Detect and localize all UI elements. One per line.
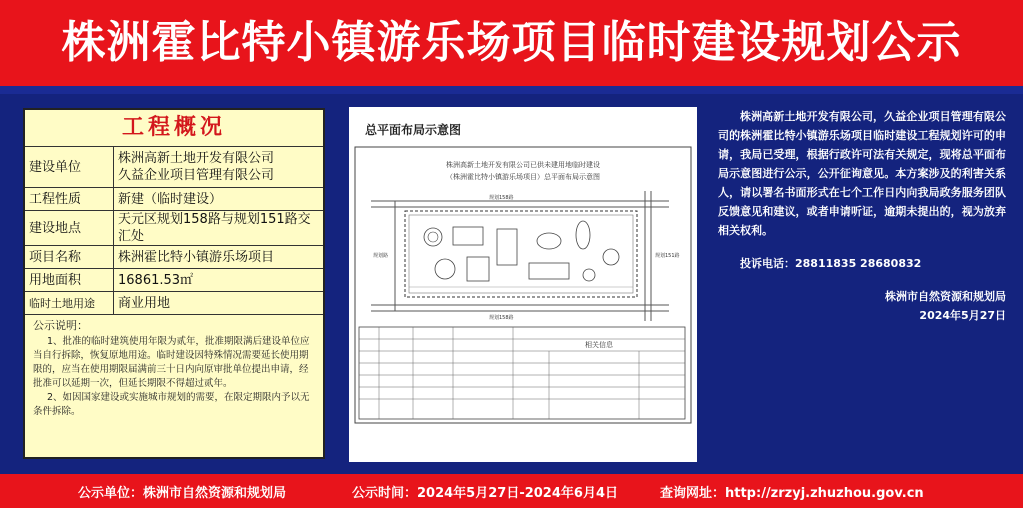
site-plan-drawing [349,107,697,462]
site-plan-title: 总平面布局示意图 [365,123,462,137]
row-key: 临时土地用途 [25,292,114,315]
road-label-left: 规划路 [373,253,389,259]
road-label-top: 规划158路 [489,195,514,201]
notice-title: 公示说明： [33,319,88,332]
footer-site-link[interactable]: 查询网址：http://zrzyj.zhuzhou.gov.cn [660,486,924,501]
table-row [25,188,323,211]
row-value: 商业用地 [114,292,324,315]
overview-table [25,147,323,315]
overview-panel [23,108,325,459]
site-plan-panel [349,107,697,462]
row-key: 用地面积 [25,269,114,292]
row-key: 建设地点 [25,211,114,246]
announcement-body: 株洲高新土地开发有限公司，久益企业项目管理有限公司的株洲霍比特小镇游乐场项目临时建设工程规划许可的申请，我局已受理，根据行政许可法有关规定，现将总平面布局示意图进行公示，公开征询意见。本方案涉及的利害关系人，请以署名书面形式在七个工作日内向我局政务服务团队反馈意见和建议，或者申请听证，逾期未提出的，视为放弃相关权利。 [718,110,1006,237]
row-value: 16861.53㎡ [114,269,324,292]
row-value: 天元区规划158路与规划151路交汇处 [114,211,324,246]
row-key: 工程性质 [25,188,114,211]
overview-title: 工程概况 [25,110,323,147]
notice-section [25,315,323,419]
table-row [25,292,323,315]
complaint-phone: 投诉电话：28811835 28680832 [740,257,922,270]
notice-item-1: 1、批准的临时建筑使用年限为贰年，批准期限满后建设单位应当自行拆除，恢复原地用途。临时建设因特殊情况需要延长使用期限的，应当在使用期限届满前三十日内向原审批单位提出申请，经批准可以延期一次，但延长期限不得超过贰年。 [33,336,310,389]
page-title: 株洲霍比特小镇游乐场项目临时建设规划公示 [61,17,962,68]
info-table-title: 相关信息 [585,341,613,349]
row-key: 建设单位 [25,147,114,188]
row-value [114,147,324,188]
drawing-title-2: （株洲霍比特小镇游乐场项目）总平面布局示意图 [446,173,600,181]
footer-bar [0,474,1023,508]
table-row [25,269,323,292]
row-value: 新建（临时建设） [114,188,324,211]
road-label-bottom: 规划158路 [489,315,514,321]
table-row [25,211,323,246]
footer-time: 公示时间：2024年5月27日-2024年6月4日 [352,486,618,501]
row-value: 株洲霍比特小镇游乐场项目 [114,246,324,269]
header-divider [0,86,1023,94]
notice-item-2: 2、如因国家建设或实施城市规划的需要，在限定期限内予以无条件拆除。 [33,392,310,417]
developer-name: 株洲高新土地开发有限公司 [118,151,275,166]
footer-unit: 公示单位：株洲市自然资源和规划局 [78,486,287,501]
drawing-title-1: 株洲高新土地开发有限公司已供未建用地临时建设 [446,161,600,169]
row-key: 项目名称 [25,246,114,269]
issue-date: 2024年5月27日 [919,309,1006,322]
table-row [25,246,323,269]
header-bar [0,0,1023,86]
road-label-right: 规划151路 [655,253,680,259]
announcement-panel [718,107,1006,325]
table-row [25,147,323,188]
manager-name: 久益企业项目管理有限公司 [118,168,275,183]
issuing-org: 株洲市自然资源和规划局 [885,290,1006,303]
